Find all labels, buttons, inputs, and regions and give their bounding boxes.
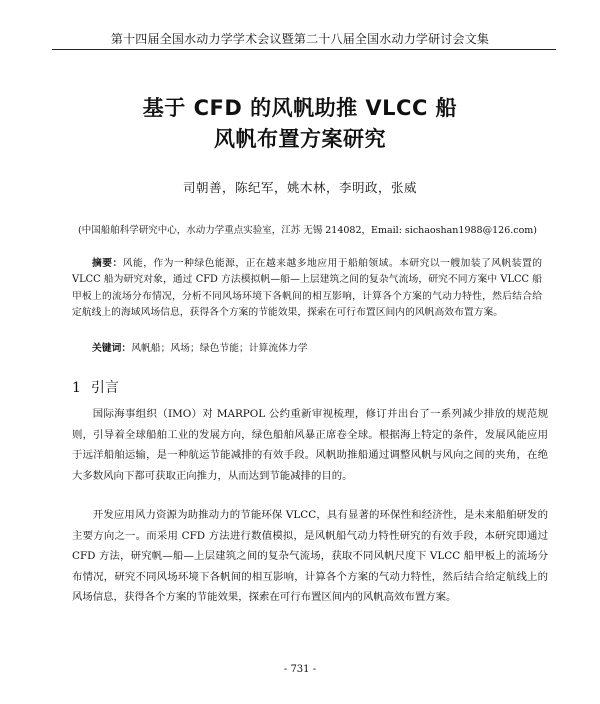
affiliation: (中国船舶科学研究中心，水动力学重点实验室，江苏 无锡 214082，Email: sichaoshan1988@126.com) bbox=[78, 225, 538, 236]
body-paragraph: 国际海事组织（IMO）对 MARPOL 公约重新审视梳理，修订并出台了一系列减少排放的规范规则，引导着全球船舶工业的发展方向，绿色船舶风暴正席卷全球。根据海上特定的条件，发展风能应用于远洋船舶运输，是一种航运节能减排的有效手段。风帆助推船通过调整风帆与风向之间的夹角，在绝大多数风向下都可获取正向推力，从而达到节能减排的目的。 bbox=[72, 408, 548, 482]
abstract-text: 风能，作为一种绿色能源，正在越来越多地应用于船舶领域。本研究以一艘加装了风帆装置的 VLCC 船为研究对象，通过 CFD 方法模拟帆—船—上层建筑之间的复杂气流场，研究不同方案中 VLCC 船甲板上的流场分布情况，分析不同风场环境下各帆间的相互影响，计算各个方案的气动力特性，然后结合给定航线上的海域风场信息，获得各个方案的节能效果，探索在可行布置区间内的风帆高效布置方案。 bbox=[72, 258, 543, 318]
abstract bbox=[72, 256, 542, 321]
body-paragraph: 开发应用风力资源为助推动力的节能环保 VLCC，具有显著的环保性和经济性，是未来船舶研发的主要方向之一。而采用 CFD 方法进行数值模拟，是风帆船气动力特性研究的有效手段，本研究即通过 CFD 方法，研究帆—船—上层建筑之间的复杂气流场，获取不同风帆尺度下 VLCC 船甲板上的流场分布情况，研究不同风场环境下各帆间的相互影响，计算各个方案的气动力特性，然后结合给定航线上的风场信息，获得各个方案的节能效果，探索在可行布置区间内的风帆高效布置方案。 bbox=[72, 509, 548, 604]
section-number: 1 bbox=[72, 380, 81, 396]
section-heading bbox=[72, 377, 119, 397]
section-title: 引言 bbox=[90, 380, 119, 396]
keywords-label: 关键词： bbox=[92, 343, 132, 354]
header-rule bbox=[52, 49, 556, 50]
authors: 司朝善，陈纪军，姚木林，李明政，张威 bbox=[182, 180, 417, 195]
abstract-label: 摘要： bbox=[92, 258, 123, 269]
title-line-2: 风帆布置方案研究 bbox=[214, 127, 386, 151]
keywords-text: 风帆船；风场；绿色节能；计算流体力学 bbox=[131, 343, 308, 354]
title-line-1: 基于 CFD 的风帆助推 VLCC 船 bbox=[142, 96, 458, 120]
running-head: 第十四届全国水动力学学术会议暨第二十八届全国水动力学研讨会文集 bbox=[110, 32, 490, 46]
page-number: - 731 - bbox=[283, 664, 317, 675]
keywords bbox=[92, 340, 542, 354]
